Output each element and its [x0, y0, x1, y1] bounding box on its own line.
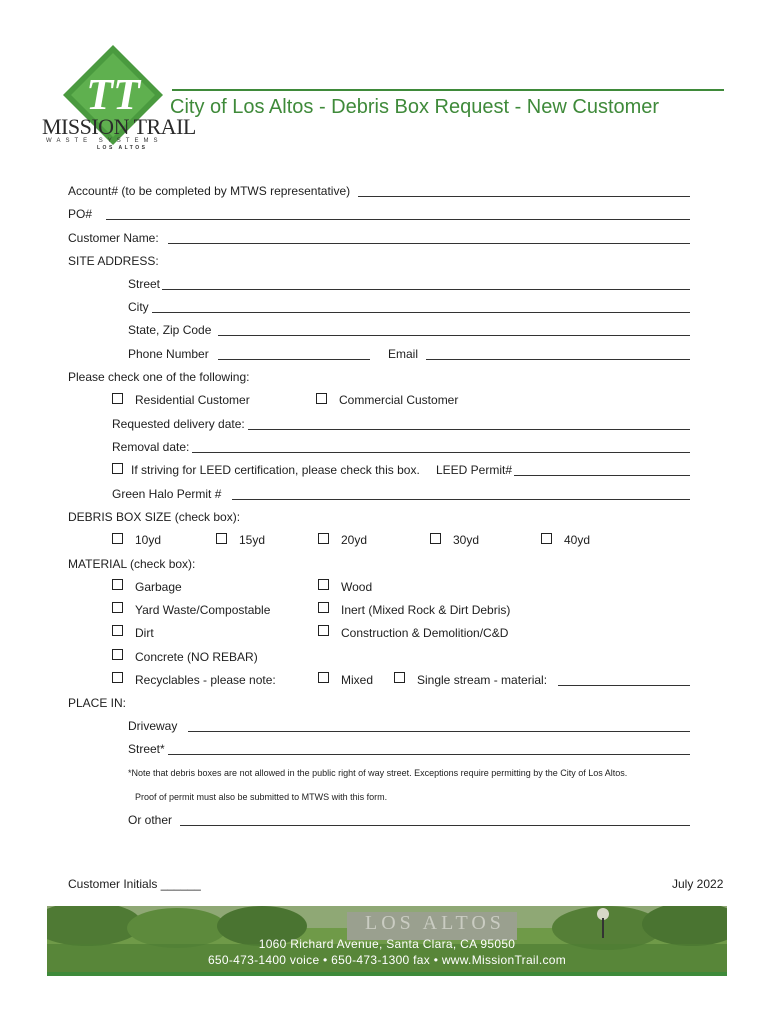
size-15yd-checkbox[interactable]: [216, 533, 227, 544]
concrete-checkbox[interactable]: [112, 649, 123, 660]
dirt-label: Dirt: [135, 626, 154, 640]
customer-name-label: Customer Name:: [68, 231, 159, 245]
commercial-label: Commercial Customer: [339, 393, 459, 407]
customer-name-field[interactable]: [168, 243, 690, 244]
po-field[interactable]: [106, 219, 690, 220]
single-stream-label: Single stream - material:: [417, 673, 548, 687]
leed-checkbox[interactable]: [112, 463, 123, 474]
mixed-label: Mixed: [341, 673, 374, 687]
footer-strip: [47, 972, 727, 976]
cd-checkbox[interactable]: [318, 625, 329, 636]
leed-permit-field[interactable]: [514, 475, 690, 476]
dirt-checkbox[interactable]: [112, 625, 123, 636]
customer-initials: Customer Initials ______: [68, 877, 201, 891]
inert-checkbox[interactable]: [318, 602, 329, 613]
footer-banner: [47, 906, 727, 976]
state-zip-field[interactable]: [218, 335, 690, 336]
wood-checkbox[interactable]: [318, 579, 329, 590]
residential-label: Residential Customer: [135, 393, 250, 407]
email-label: Email: [388, 347, 419, 361]
street-note: *Note that debris boxes are not allowed in the public right of way street. Exceptions require permitting by the City of Los Altos.: [128, 768, 628, 778]
removal-date-label: Removal date:: [112, 440, 190, 454]
size-40yd-checkbox[interactable]: [541, 533, 552, 544]
delivery-date-field[interactable]: [248, 429, 690, 430]
material-heading: MATERIAL (check box):: [68, 557, 196, 571]
yard-waste-label: Yard Waste/Compostable: [135, 603, 271, 617]
size-40yd-label: 40yd: [564, 533, 591, 547]
leed-label: If striving for LEED certification, please check this box.: [131, 463, 420, 477]
logo-brand-name: MISSION TRAIL: [42, 114, 196, 139]
page-title: City of Los Altos - Debris Box Request - New Customer: [170, 96, 660, 118]
recyclables-checkbox[interactable]: [112, 672, 123, 683]
residential-checkbox[interactable]: [112, 393, 123, 404]
wood-label: Wood: [341, 580, 373, 594]
yard-waste-checkbox[interactable]: [112, 602, 123, 613]
green-halo-field[interactable]: [232, 499, 690, 500]
logo-location: LOS ALTOS: [97, 145, 148, 151]
account-label: Account# (to be completed by MTWS representative): [68, 184, 351, 198]
street-place-label: Street*: [128, 742, 165, 756]
size-10yd-label: 10yd: [135, 533, 162, 547]
recyclables-label: Recyclables - please note:: [135, 673, 276, 687]
phone-label: Phone Number: [128, 347, 209, 361]
box-size-heading: DEBRIS BOX SIZE (check box):: [68, 510, 241, 524]
street-field[interactable]: [162, 289, 690, 290]
street-label: Street: [128, 277, 161, 291]
mixed-checkbox[interactable]: [318, 672, 329, 683]
green-halo-label: Green Halo Permit #: [112, 487, 222, 501]
state-zip-label: State, Zip Code: [128, 323, 212, 337]
size-20yd-checkbox[interactable]: [318, 533, 329, 544]
garbage-checkbox[interactable]: [112, 579, 123, 590]
email-field[interactable]: [426, 359, 690, 360]
customer-type-prompt: Please check one of the following:: [68, 370, 250, 384]
title-rule: [172, 89, 724, 91]
driveway-field[interactable]: [188, 731, 690, 732]
size-30yd-label: 30yd: [453, 533, 480, 547]
other-place-label: Or other: [128, 813, 173, 827]
inert-label: Inert (Mixed Rock & Dirt Debris): [341, 603, 511, 617]
delivery-date-label: Requested delivery date:: [112, 417, 245, 431]
form-date: July 2022: [672, 877, 724, 891]
removal-date-field[interactable]: [192, 452, 690, 453]
permit-note: Proof of permit must also be submitted to MTWS with this form.: [135, 792, 388, 802]
footer-sign-text: LOS ALTOS: [365, 912, 505, 934]
phone-field[interactable]: [218, 359, 370, 360]
site-address-heading: SITE ADDRESS:: [68, 254, 159, 268]
commercial-checkbox[interactable]: [316, 393, 327, 404]
cd-label: Construction & Demolition/C&D: [341, 626, 509, 640]
logo-subtitle: WASTE SYSTEMS: [46, 138, 163, 144]
concrete-label: Concrete (NO REBAR): [135, 650, 258, 664]
place-in-heading: PLACE IN:: [68, 696, 127, 710]
other-place-field[interactable]: [180, 825, 690, 826]
size-10yd-checkbox[interactable]: [112, 533, 123, 544]
footer-address: 1060 Richard Avenue, Santa Clara, CA 95050: [258, 937, 516, 951]
garbage-label: Garbage: [135, 580, 182, 594]
driveway-label: Driveway: [128, 719, 178, 733]
po-label: PO#: [68, 207, 93, 221]
size-20yd-label: 20yd: [341, 533, 368, 547]
single-stream-checkbox[interactable]: [394, 672, 405, 683]
account-field[interactable]: [358, 196, 690, 197]
footer-contact: 650-473-1400 voice • 650-473-1300 fax • www.MissionTrail.com: [207, 953, 567, 967]
leed-permit-label: LEED Permit#: [436, 463, 513, 477]
street-place-field[interactable]: [168, 754, 690, 755]
size-15yd-label: 15yd: [239, 533, 266, 547]
city-label: City: [128, 300, 149, 314]
size-30yd-checkbox[interactable]: [430, 533, 441, 544]
city-field[interactable]: [152, 312, 690, 313]
single-stream-field[interactable]: [558, 685, 690, 686]
svg-text:TT: TT: [86, 70, 140, 119]
